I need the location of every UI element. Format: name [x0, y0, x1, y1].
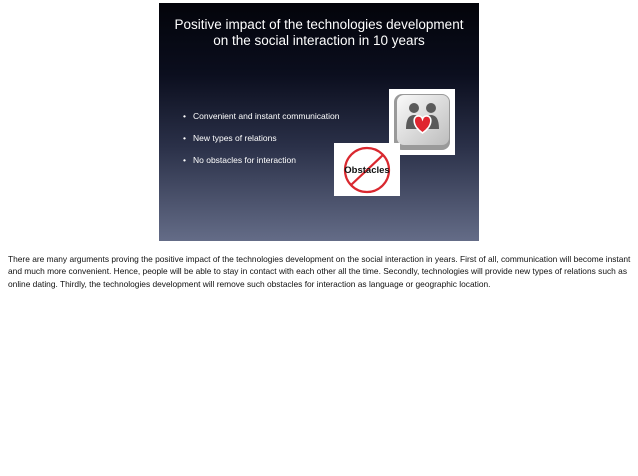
bullet-item [183, 133, 343, 143]
bullet-dot: • [183, 133, 186, 143]
bullet-item [183, 111, 343, 121]
slide-title: Positive impact of the technologies development on the social interaction in 10 years [174, 17, 464, 48]
bullet-text: New types of relations [193, 133, 277, 143]
bullet-dot: • [183, 111, 186, 121]
no-obstacles-image [334, 143, 400, 196]
bullet-item [183, 155, 343, 165]
bullet-list [183, 111, 343, 177]
no-obstacles-icon [334, 143, 400, 196]
obstacles-label: Obstacles [344, 165, 390, 176]
speaker-notes: There are many arguments proving the positive impact of the technologies development on the social interaction in years. First of all, communication will become instant and much more convenient. Hence, people will be able to stay in contact with each other all the time. Secondly, technologies will provide new types of relations such as online dating. Thirdly, the technologies development will remove such obstacles for interaction as language or geographic location. [8, 254, 631, 289]
bullet-dot: • [183, 155, 186, 165]
slide [159, 3, 479, 241]
bullet-text: Convenient and instant communication [193, 111, 340, 121]
bullet-text: No obstacles for interaction [193, 155, 296, 165]
